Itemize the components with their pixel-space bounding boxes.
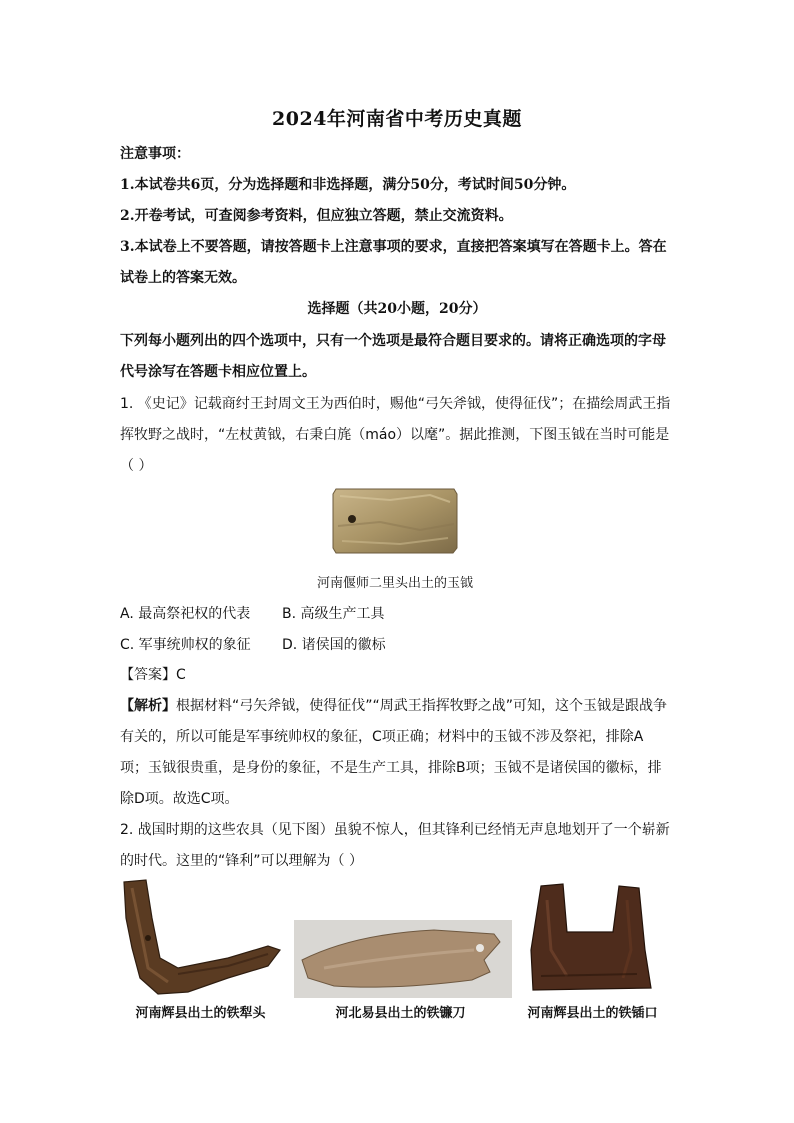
- analysis-text: 根据材料“弓矢斧钺，使得征伐”“周武王指挥牧野之战”可知，这个玉钺是跟战争: [176, 698, 668, 714]
- q1-stem-line-1: 1. 《史记》记载商纣王封周文王为西伯时，赐他“弓矢斧钺，使得征伐”；在描绘周武王指: [120, 396, 671, 412]
- q1-analysis-line-4: 除D项。故选C项。: [120, 791, 239, 807]
- iron-sickle-image: [294, 920, 512, 998]
- q1-image-caption: 河南偃师二里头出土的玉钺: [316, 576, 473, 591]
- notice-heading: 注意事项：: [120, 146, 190, 162]
- q2-caption-sickle: 河北易县出土的铁镰刀: [335, 1006, 466, 1021]
- q1-stem-line-2: 挥牧野之战时，“左杖黄钺，右秉白旄（máo）以麾”。据此推测，下图玉钺在当时可能是: [120, 427, 670, 443]
- q1-analysis-line-1: [120, 696, 680, 716]
- q2-caption-plowshare: 河南辉县出土的铁犁头: [135, 1006, 266, 1021]
- q1-analysis-line-2: 有关的，所以可能是军事统帅权的象征，C项正确；材料中的玉钺不涉及祭祀，排除A: [120, 729, 644, 745]
- iron-plowshare-image: [118, 878, 283, 998]
- notice-item-3-cont: 试卷上的答案无效。: [120, 270, 246, 286]
- notice-item-3: 3.本试卷上不要答题，请按答题卡上注意事项的要求，直接把答案填写在答题卡上。答在: [120, 239, 667, 255]
- q1-option-d: D. 诸侯国的徽标: [282, 637, 386, 653]
- q1-option-b: B. 高级生产工具: [282, 606, 385, 622]
- page-title: 2024年河南省中考历史真题: [272, 108, 522, 130]
- q1-option-c: C. 军事统帅权的象征: [120, 637, 251, 653]
- section-instruction-cont: 代号涂写在答题卡相应位置上。: [120, 364, 316, 380]
- jade-yue-image: [330, 486, 460, 556]
- analysis-label: 【解析】: [120, 698, 176, 714]
- section-instruction: 下列每小题列出的四个选项中，只有一个选项是最符合题目要求的。请将正确选项的字母: [120, 333, 666, 349]
- section-heading: 选择题（共20小题，20分）: [307, 301, 487, 317]
- q2-stem-line-2: 的时代。这里的“锋利”可以理解为（ ）: [120, 853, 363, 869]
- q2-caption-spade: 河南辉县出土的铁锸口: [527, 1006, 658, 1021]
- iron-spade-image: [527, 880, 657, 995]
- q1-stem-line-3: （ ）: [120, 458, 153, 474]
- q1-answer: 【答案】C: [120, 667, 186, 683]
- q1-option-a: A. 最高祭祀权的代表: [120, 606, 251, 622]
- q2-stem-line-1: 2. 战国时期的这些农具（见下图）虽貌不惊人，但其锋利已经悄无声息地划开了一个崭新: [120, 822, 670, 838]
- q1-analysis-line-3: 项；玉钺很贵重，是身份的象征，不是生产工具，排除B项；玉钺不是诸侯国的徽标，排: [120, 760, 662, 776]
- notice-item-2: 2.开卷考试，可查阅参考资料，但应独立答题，禁止交流资料。: [120, 208, 513, 224]
- notice-item-1: 1.本试卷共6页，分为选择题和非选择题，满分50分，考试时间50分钟。: [120, 177, 576, 193]
